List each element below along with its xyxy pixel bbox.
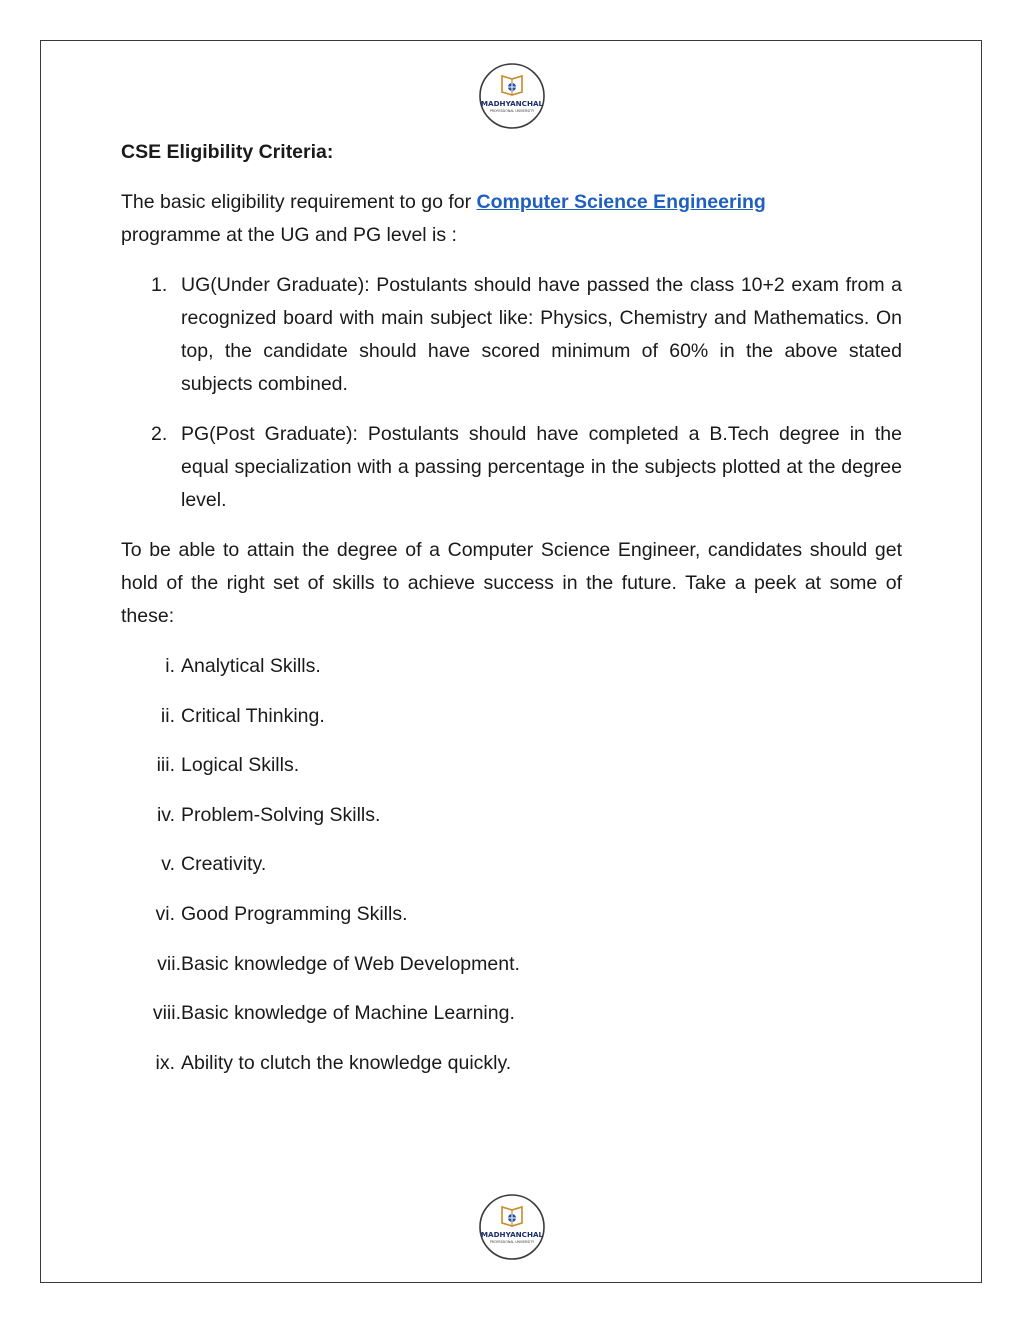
university-logo-bottom	[478, 1193, 546, 1261]
requirement-text: UG(Under Graduate): Postulants should have passed the class 10+2 exam from a recognized board with main subject like: Physics, Chemistry and Mathematics. On top, the candidate should have scored minimum of 60% in the above stated subjects combined.	[181, 274, 902, 395]
svg-text:PROFESSIONAL UNIVERSITY: PROFESSIONAL UNIVERSITY	[489, 109, 535, 113]
university-logo-top	[478, 62, 546, 130]
intro-paragraph	[121, 186, 902, 252]
skill-numeral: vii.	[157, 952, 181, 975]
intro-text-end: programme at the UG and PG level is :	[121, 224, 457, 246]
skill-text: Problem-Solving Skills.	[181, 803, 381, 826]
skill-numeral: iv.	[156, 803, 175, 826]
skill-numeral: ii.	[160, 704, 175, 727]
requirement-text: PG(Post Graduate): Postulants should have completed a B.Tech degree in the equal specialization with a passing percentage in the subjects plotted at the degree level.	[181, 423, 902, 511]
skill-numeral: vi.	[155, 902, 175, 925]
skill-item	[121, 997, 902, 1030]
cse-link[interactable]: Computer Science Engineering	[476, 191, 766, 213]
skill-text: Basic knowledge of Machine Learning.	[181, 1002, 515, 1025]
skill-text: Critical Thinking.	[181, 704, 325, 727]
svg-text:MADHYANCHAL: MADHYANCHAL	[480, 99, 544, 108]
skills-intro-paragraph: To be able to attain the degree of a Computer Science Engineer, candidates should get hold of the right set of skills to achieve success in the future. Take a peek at some of these:	[121, 539, 902, 627]
skills-list	[121, 650, 902, 1080]
university-logo-icon	[478, 1193, 546, 1261]
requirement-number: 2.	[151, 423, 168, 445]
skill-numeral: i.	[165, 655, 175, 677]
svg-text:PROFESSIONAL UNIVERSITY: PROFESSIONAL UNIVERSITY	[489, 1240, 535, 1244]
requirements-list	[121, 269, 902, 517]
skill-item	[121, 650, 902, 683]
skill-numeral: iii.	[156, 754, 175, 777]
skill-text: Good Programming Skills.	[181, 902, 408, 925]
skill-numeral: v.	[161, 853, 175, 876]
section-heading: CSE Eligibility Criteria:	[121, 141, 334, 163]
document-body	[121, 136, 902, 1096]
skill-item	[121, 700, 902, 733]
skill-numeral: ix.	[155, 1051, 175, 1074]
skill-text: Basic knowledge of Web Development.	[181, 952, 520, 975]
requirement-item	[121, 418, 902, 517]
skill-text: Logical Skills.	[181, 754, 300, 777]
university-logo-icon	[478, 62, 546, 130]
svg-text:MADHYANCHAL: MADHYANCHAL	[480, 1230, 544, 1239]
skill-text: Analytical Skills.	[181, 655, 321, 677]
skill-item	[121, 799, 902, 832]
skill-item	[121, 1047, 902, 1080]
skill-item	[121, 948, 902, 981]
intro-text-start: The basic eligibility requirement to go for	[121, 191, 477, 213]
requirement-number: 1.	[151, 274, 168, 296]
requirement-item	[121, 269, 902, 401]
skill-item	[121, 848, 902, 881]
skill-item	[121, 898, 902, 931]
skill-text: Creativity.	[181, 853, 267, 876]
skill-text: Ability to clutch the knowledge quickly.	[181, 1051, 512, 1074]
skill-numeral: viii.	[152, 1002, 181, 1025]
skill-item	[121, 749, 902, 782]
